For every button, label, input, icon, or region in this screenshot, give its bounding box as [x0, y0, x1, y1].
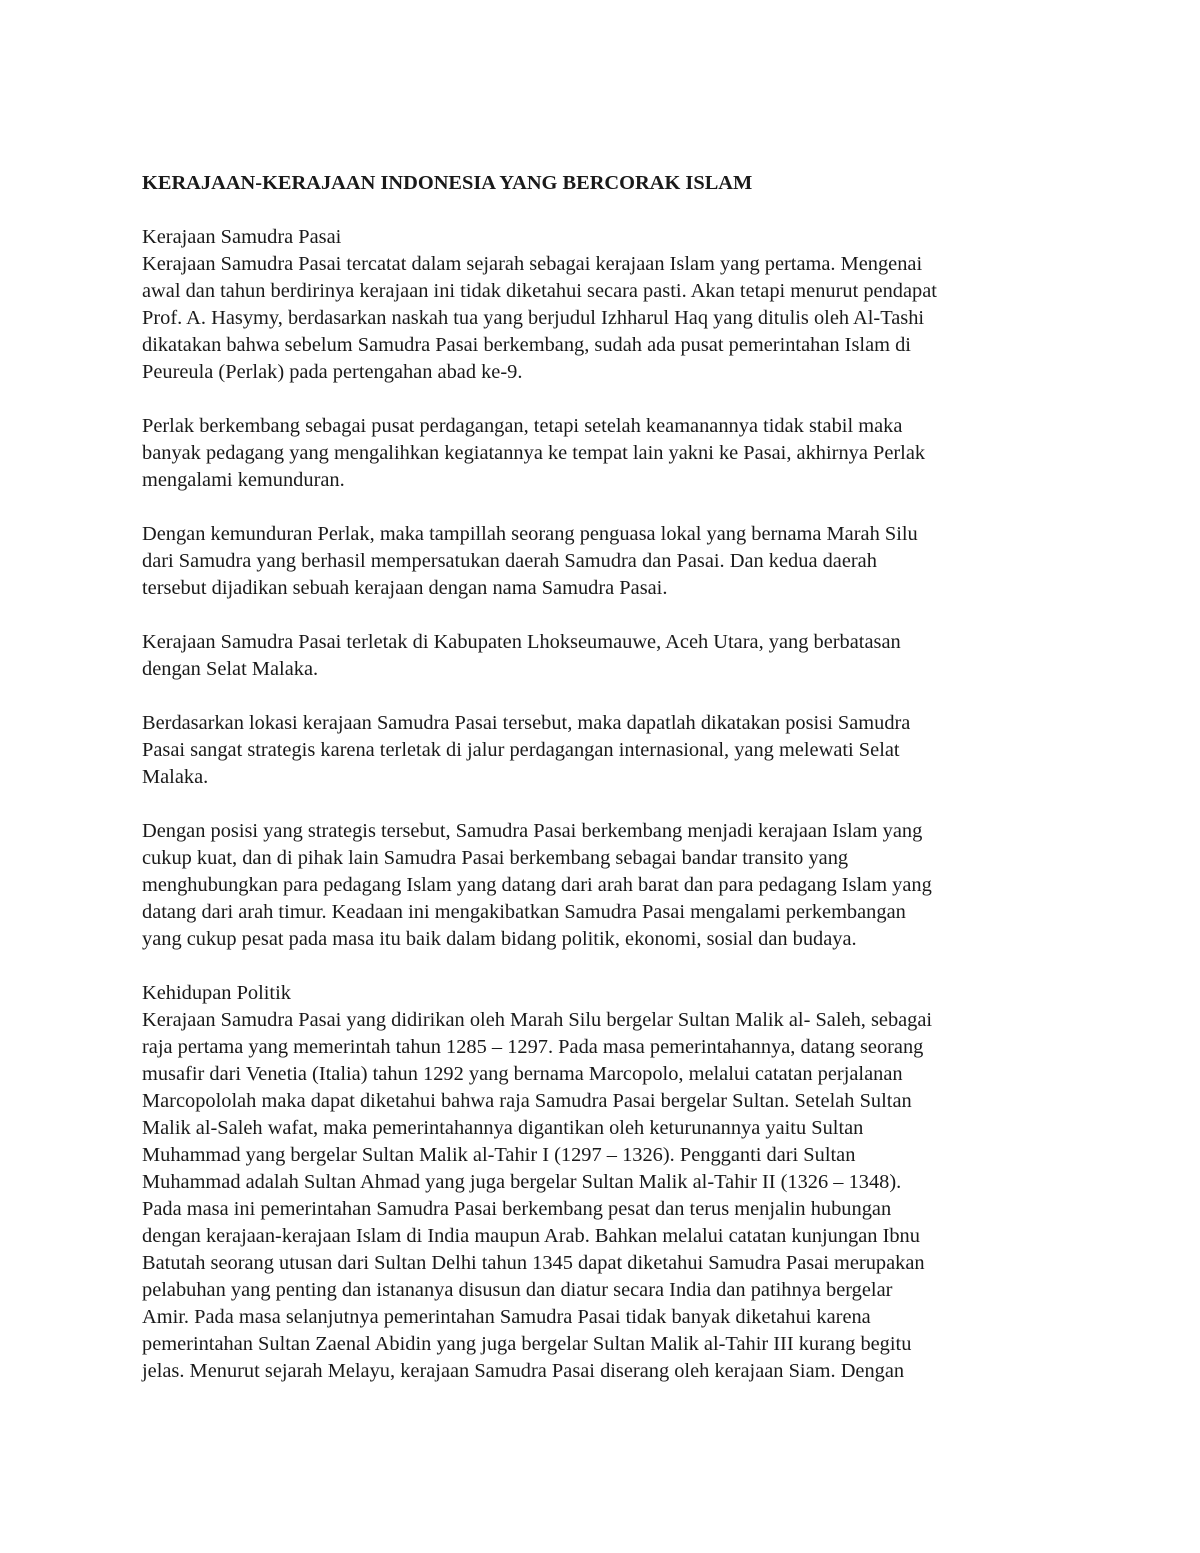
text-line: Kerajaan Samudra Pasai tercatat dalam sejarah sebagai kerajaan Islam yang pertama. Mengenai [142, 253, 923, 275]
text-line: jelas. Menurut sejarah Melayu, kerajaan Samudra Pasai diserang oleh kerajaan Siam. Dengan [142, 1360, 905, 1382]
text-line: Batutah seorang utusan dari Sultan Delhi tahun 1345 dapat diketahui Samudra Pasai merupakan [142, 1252, 925, 1274]
text-line: Malik al-Saleh wafat, maka pemerintahannya digantikan oleh keturunannya yaitu Sultan [142, 1117, 864, 1139]
text-line: Amir. Pada masa selanjutnya pemerintahan Samudra Pasai tidak banyak diketahui karena [142, 1306, 871, 1328]
text-line: mengalami kemunduran. [142, 469, 345, 491]
paragraph [142, 413, 1082, 494]
paragraph [142, 521, 1082, 602]
text-line: dikatakan bahwa sebelum Samudra Pasai berkembang, sudah ada pusat pemerintahan Islam di [142, 334, 911, 356]
document-body [142, 170, 1082, 1385]
text-line: Malaka. [142, 766, 209, 788]
text-line: Berdasarkan lokasi kerajaan Samudra Pasai tersebut, maka dapatlah dikatakan posisi Samudra [142, 712, 911, 734]
text-line: dengan Selat Malaka. [142, 658, 319, 680]
text-line: pemerintahan Sultan Zaenal Abidin yang juga bergelar Sultan Malik al-Tahir III kurang begitu [142, 1333, 912, 1355]
text-line: Kerajaan Samudra Pasai yang didirikan oleh Marah Silu bergelar Sultan Malik al- Saleh, sebagai [142, 1009, 933, 1031]
text-line: Pasai sangat strategis karena terletak di jalur perdagangan internasional, yang melewati Selat [142, 739, 900, 761]
text-line: awal dan tahun berdirinya kerajaan ini tidak diketahui secara pasti. Akan tetapi menurut pendapat [142, 280, 937, 302]
section-1 [142, 224, 1082, 953]
text-line: dengan kerajaan-kerajaan Islam di India maupun Arab. Bahkan melalui catatan kunjungan Ibnu [142, 1225, 920, 1247]
text-line: Dengan posisi yang strategis tersebut, Samudra Pasai berkembang menjadi kerajaan Islam yang [142, 820, 923, 842]
text-line: Dengan kemunduran Perlak, maka tampillah seorang penguasa lokal yang bernama Marah Silu [142, 523, 918, 545]
paragraph [142, 629, 1082, 683]
text-line: menghubungkan para pedagang Islam yang datang dari arah barat dan para pedagang Islam yang [142, 874, 932, 896]
text-line: pelabuhan yang penting dan istananya disusun dan diatur secara India dan patihnya bergelar [142, 1279, 893, 1301]
text-line: Prof. A. Hasymy, berdasarkan naskah tua yang berjudul Izhharul Haq yang ditulis oleh Al-Tashi [142, 307, 925, 329]
text-line: datang dari arah timur. Keadaan ini mengakibatkan Samudra Pasai mengalami perkembangan [142, 901, 906, 923]
sections-container [142, 224, 1082, 1385]
section-heading: Kehidupan Politik [142, 982, 291, 1004]
paragraph [142, 818, 1082, 953]
text-line: musafir dari Venetia (Italia) tahun 1292 yang bernama Marcopolo, melalui catatan perjalanan [142, 1063, 903, 1085]
text-line: banyak pedagang yang mengalihkan kegiatannya ke tempat lain yakni ke Pasai, akhirnya Perlak [142, 442, 926, 464]
text-line: Perlak berkembang sebagai pusat perdagangan, tetapi setelah keamanannya tidak stabil maka [142, 415, 903, 437]
text-line: Pada masa ini pemerintahan Samudra Pasai berkembang pesat dan terus menjalin hubungan [142, 1198, 892, 1220]
paragraph [142, 251, 1082, 386]
section-2 [142, 980, 1082, 1385]
text-line: raja pertama yang memerintah tahun 1285 – 1297. Pada masa pemerintahannya, datang seorang [142, 1036, 924, 1058]
text-line: Kerajaan Samudra Pasai terletak di Kabupaten Lhokseumauwe, Aceh Utara, yang berbatasan [142, 631, 901, 653]
section-heading: Kerajaan Samudra Pasai [142, 226, 342, 248]
paragraph [142, 710, 1082, 791]
text-line: dari Samudra yang berhasil mempersatukan daerah Samudra dan Pasai. Dan kedua daerah [142, 550, 877, 572]
document-title: KERAJAAN-KERAJAAN INDONESIA YANG BERCORAK ISLAM [142, 172, 753, 194]
text-line: Muhammad yang bergelar Sultan Malik al-Tahir I (1297 – 1326). Pengganti dari Sultan [142, 1144, 856, 1166]
text-line: tersebut dijadikan sebuah kerajaan dengan nama Samudra Pasai. [142, 577, 668, 599]
text-line: Peureula (Perlak) pada pertengahan abad ke-9. [142, 361, 523, 383]
text-line: Muhammad adalah Sultan Ahmad yang juga bergelar Sultan Malik al-Tahir II (1326 – 1348). [142, 1171, 902, 1193]
text-line: cukup kuat, dan di pihak lain Samudra Pasai berkembang sebagai bandar transito yang [142, 847, 849, 869]
paragraph [142, 1007, 1082, 1385]
text-line: yang cukup pesat pada masa itu baik dalam bidang politik, ekonomi, sosial dan budaya. [142, 928, 857, 950]
text-line: Marcopololah maka dapat diketahui bahwa raja Samudra Pasai bergelar Sultan. Setelah Sultan [142, 1090, 912, 1112]
